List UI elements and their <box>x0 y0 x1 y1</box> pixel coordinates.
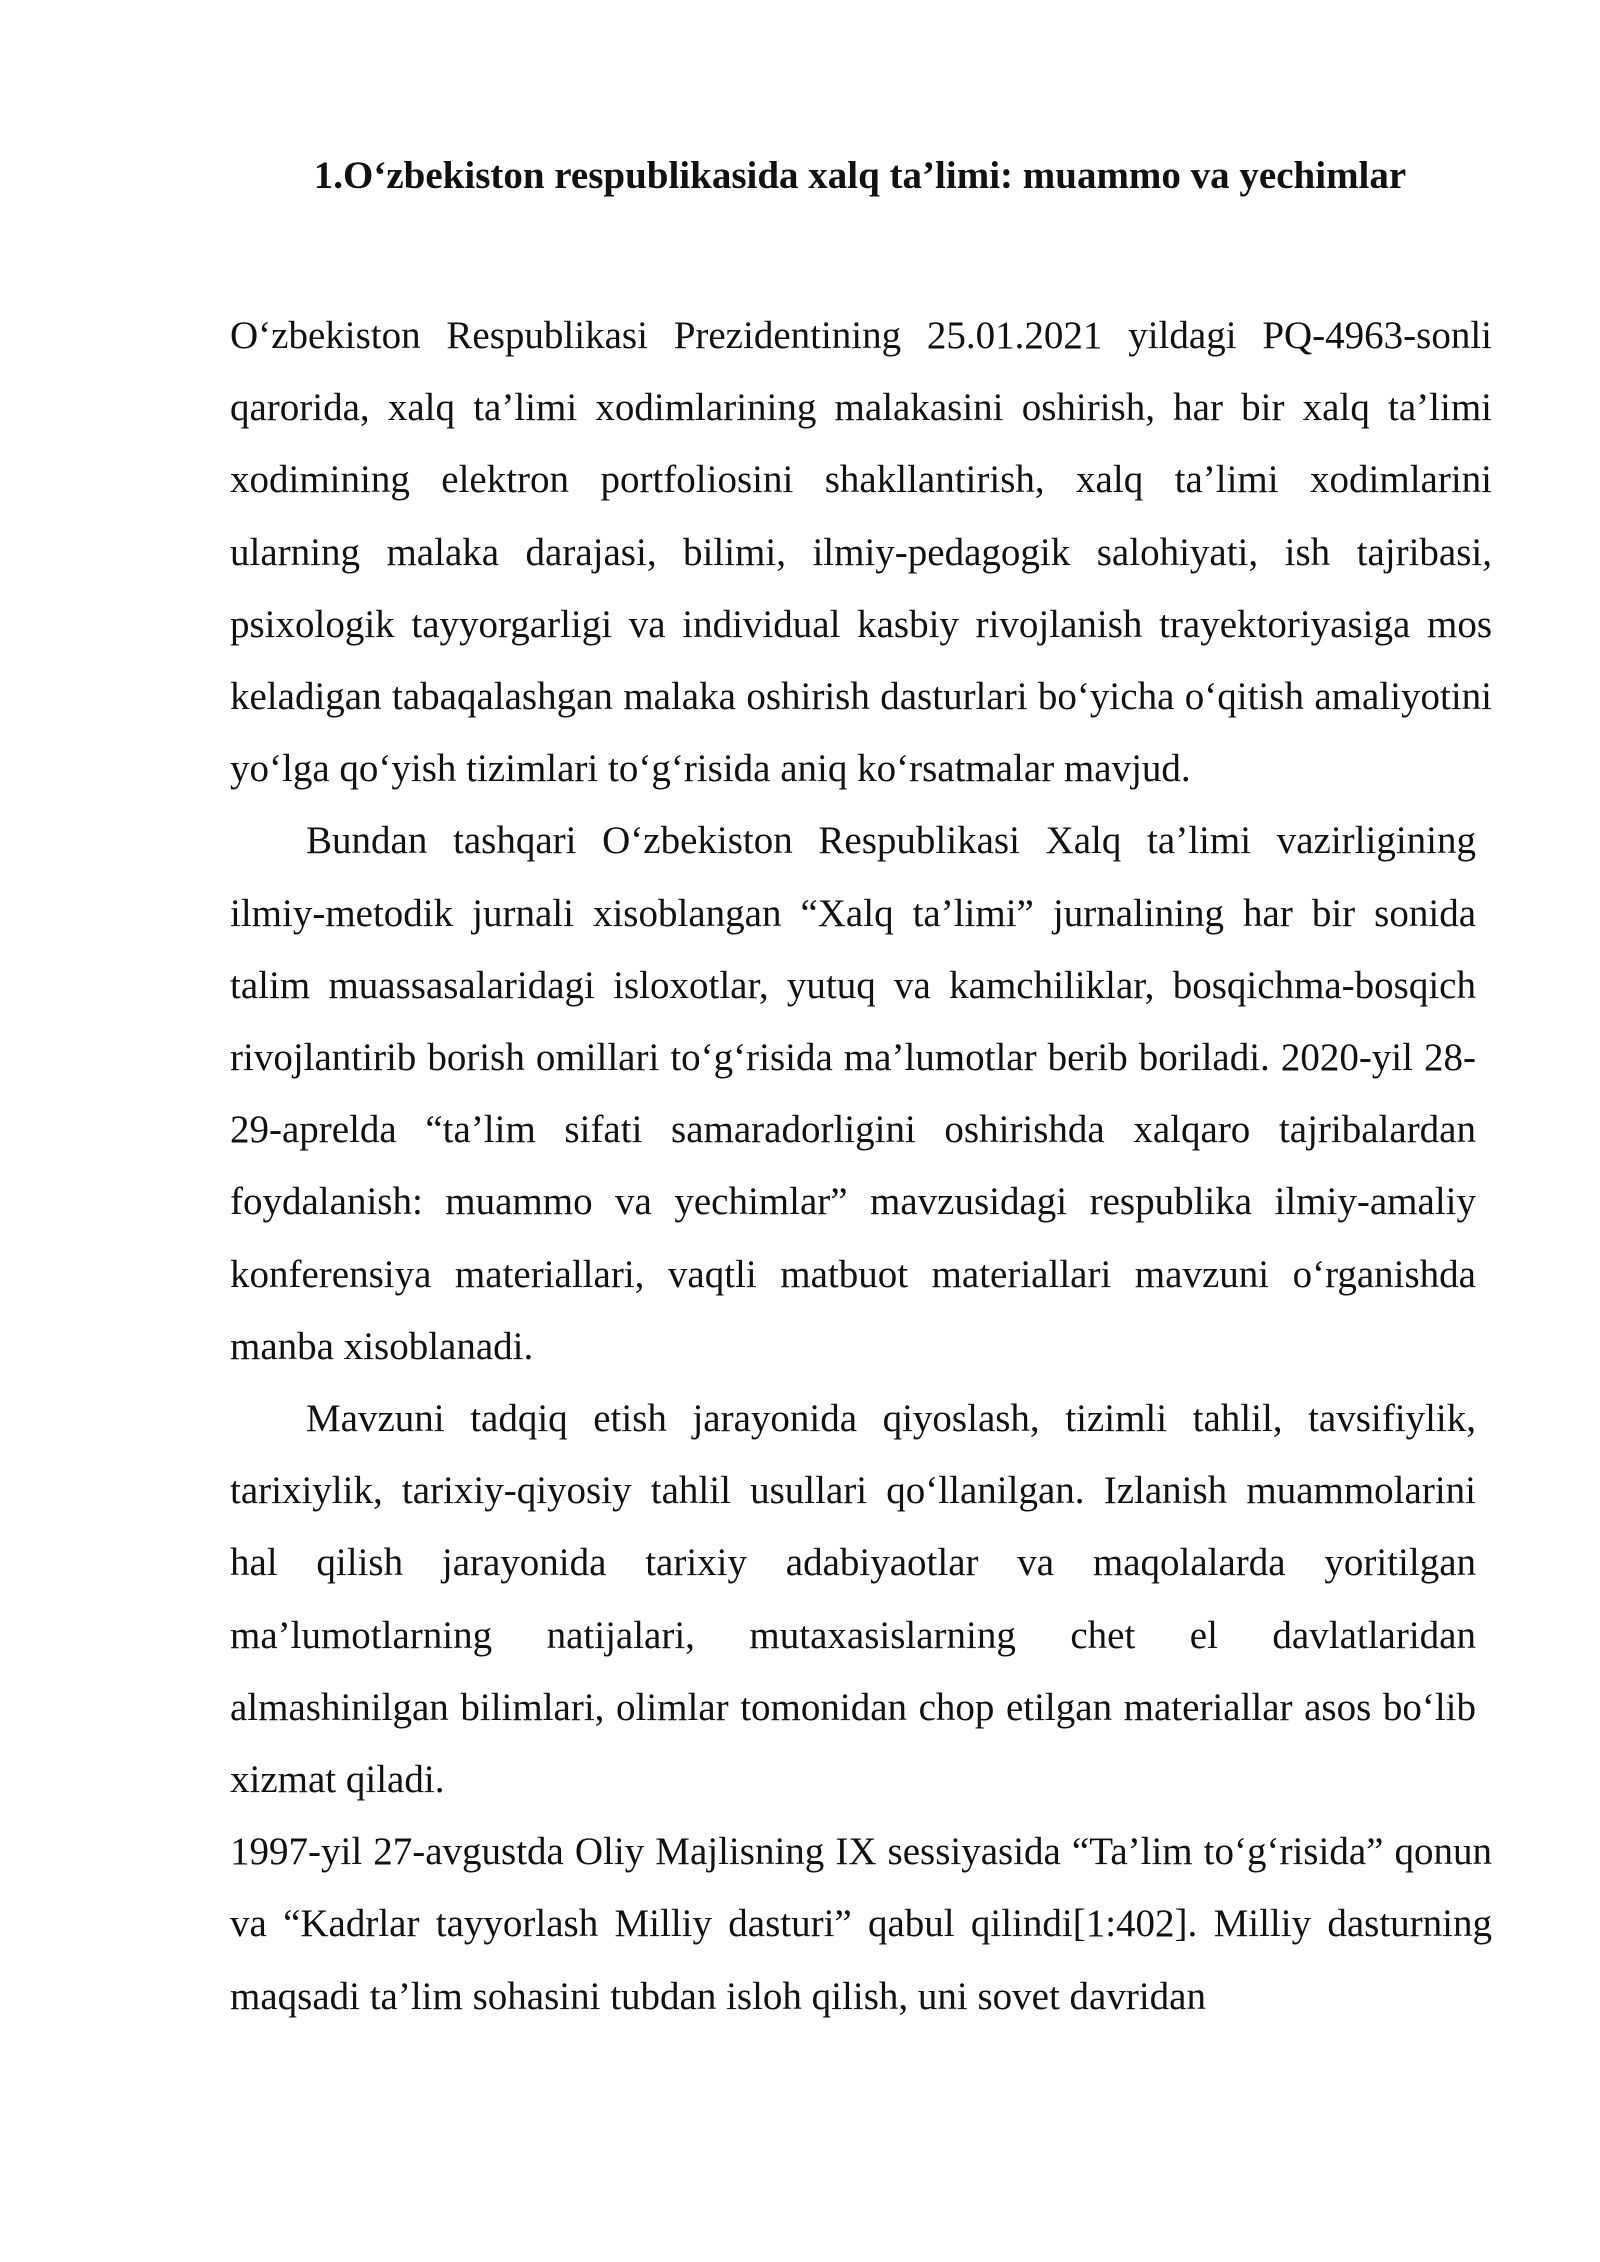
document-title: 1.O‘zbekiston respublikasida xalq ta’limi: muammo va yechimlar <box>313 154 1407 197</box>
paragraph-3: Mavzuni tadqiq etish jarayonida qiyoslash, tizimli tahlil, tavsifiylik, tarixiylik, tarixiy-qiyosiy tahlil usullari qo‘llanilgan. Izlanish muammolarini hal qilish jarayonida tarixiy adabiyaotlar va maqolalarda yoritilgan ma’lumotlarning natijalari, mutaxasislarning chet el davlatlaridan almashinilgan bilimlari, olimlar tomonidan chop etilgan materiallar asos bo‘lib xizmat qiladi. <box>230 1397 1476 1802</box>
paragraph-1: O‘zbekiston Respublikasi Prezidentining 25.01.2021 yildagi PQ-4963-sonli qarorida, xalq ta’limi xodimlarining malakasini oshirish, har bir xalq ta’limi xodimining elektron portfoliosini shakllantirish, xalq ta’limi xodimlarini ularning malaka darajasi, bilimi, ilmiy-pedagogik salohiyati, ish tajribasi, psixologik tayyorgarligi va individual kasbiy rivojlanish trayektoriyasiga mos keladigan tabaqalashgan malaka oshirish dasturlari bo‘yicha o‘qitish amaliyotini yo‘lga qo‘yish tizimlari to‘g‘risida aniq ko‘rsatmalar mavjud. <box>230 314 1492 791</box>
paragraph-2: Bundan tashqari O‘zbekiston Respublikasi Xalq ta’limi vazirligining ilmiy-metodik jurnali xisoblangan “Xalq ta’limi” jurnalining har bir sonida talim muassasalaridagi isloxotlar, yutuq va kamchiliklar, bosqichma-bosqich rivojlantirib borish omillari to‘g‘risida ma’lumotlar berib boriladi. 2020-yil 28-29-aprelda “ta’lim sifati samaradorligini oshirishda xalqaro tajribalardan foydalanish: muammo va yechimlar” mavzusidagi respublika ilmiy-amaliy konferensiya materiallari, vaqtli matbuot materiallari mavzuni o‘rganishda manba xisoblanadi. <box>230 819 1476 1368</box>
paragraph-4: 1997-yil 27-avgustda Oliy Majlisning IX sessiyasida “Ta’lim to‘g‘risida” qonun va “Kadrlar tayyorlash Milliy dasturi” qabul qilindi[1:402]. Milliy dasturning maqsadi ta’lim sohasini tubdan isloh qilish, uni sovet davridan <box>230 1830 1492 2018</box>
document-body <box>230 300 1492 2033</box>
